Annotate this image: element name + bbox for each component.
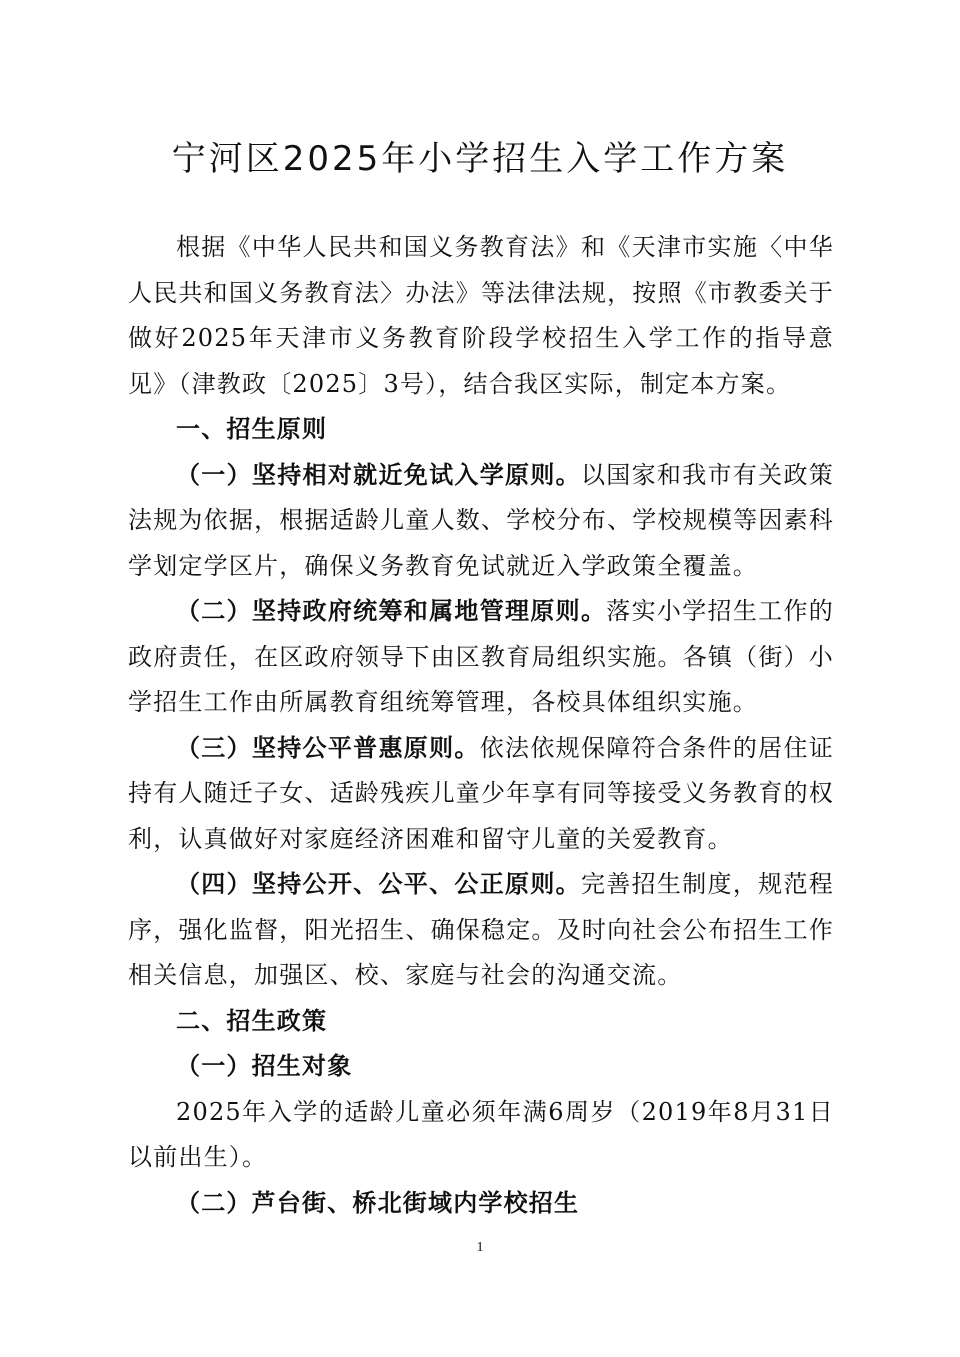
page-number: 1 <box>476 1240 484 1255</box>
document-body <box>128 225 834 1226</box>
principle-text-2: 落实小学招生工作的政府责任，在区政府领导下由区教育局组织实施。各镇（街）小学招生工作由所属教育组统筹管理，各校具体组织实施。 <box>128 597 834 716</box>
principle-text-4: 完善招生制度，规范程序，强化监督，阳光招生、确保稳定。及时向社会公布招生工作相关信息，加强区、校、家庭与社会的沟通交流。 <box>128 870 835 989</box>
policy-subheading-1: （一）招生对象 <box>176 1052 353 1080</box>
policy-subheading-2: （二）芦台街、桥北街域内学校招生 <box>176 1188 580 1217</box>
principle-text-3: 依法依规保障符合条件的居住证持有人随迁子女、适龄残疾儿童少年享有同等接受义务教育的权利，认真做好对家庭经济困难和留守儿童的关爱教育。 <box>128 733 834 853</box>
intro-paragraph: 根据《中华人民共和国义务教育法》和《天津市实施〈中华人民共和国义务教育法〉办法》等法律法规，按照《市教委关于做好2025年天津市义务教育阶段学校招生入学工作的指导意见》（津教政〔2025〕3号），结合我区实际，制定本方案。 <box>128 233 834 398</box>
principle-lead-2: （二）坚持政府统筹和属地管理原则。 <box>176 597 607 625</box>
principle-lead-3: （三）坚持公平普惠原则。 <box>176 733 480 762</box>
section-heading-policy: 二、招生政策 <box>176 1006 328 1035</box>
section-heading-principles: 一、招生原则 <box>176 415 328 443</box>
principle-paragraph-4 <box>128 862 834 999</box>
principle-lead-4: （四）坚持公开、公平、公正原则。 <box>176 870 581 898</box>
principle-paragraph-3 <box>128 726 834 863</box>
principle-paragraph-1 <box>128 453 834 590</box>
principle-text-1: 以国家和我市有关政策法规为依据，根据适龄儿童人数、学校分布、学校规模等因素科学划定学区片，确保义务教育免试就近入学政策全覆盖。 <box>128 460 835 580</box>
policy-paragraph-1: 2025年入学的适龄儿童必须年满6周岁（2019年8月31日以前出生）。 <box>128 1097 834 1171</box>
document-title: 宁河区2025年小学招生入学工作方案 <box>171 139 789 179</box>
principle-paragraph-2 <box>128 589 834 726</box>
principle-lead-1: （一）坚持相对就近免试入学原则。 <box>176 460 581 489</box>
